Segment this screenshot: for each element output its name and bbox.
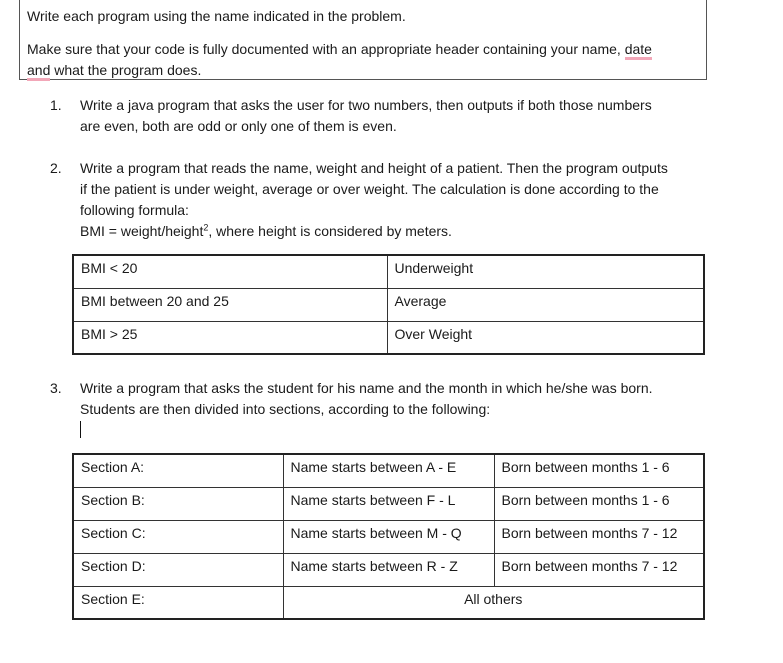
question-text: if the patient is under weight, average or over weight. The calculation is done according to the (80, 181, 659, 197)
instruction-line-3 (27, 60, 201, 81)
table-row (73, 321, 704, 354)
table-cell: Section C: (73, 520, 283, 553)
bmi-table (72, 254, 705, 355)
table-cell: BMI between 20 and 25 (73, 288, 387, 321)
question-text: following formula: (80, 202, 189, 218)
question-number: 2. (50, 160, 62, 176)
table-row (73, 487, 704, 520)
table-cell: BMI > 25 (73, 321, 387, 354)
instruction-line-2 (27, 39, 652, 60)
table-cell: Underweight (387, 255, 704, 288)
instruction-text: Make sure that your code is fully documented with an appropriate header containing your name, (27, 41, 625, 57)
sections-table (72, 453, 705, 620)
table-cell: Born between months 7 - 12 (494, 553, 704, 586)
table-cell: Section A: (73, 454, 283, 487)
formula-exponent: 2 (203, 222, 209, 233)
instruction-text: what the program does. (50, 62, 202, 78)
table-cell: Born between months 7 - 12 (494, 520, 704, 553)
question-number: 3. (50, 380, 62, 396)
formula-text: , where height is considered by meters. (208, 223, 452, 239)
table-cell: Section D: (73, 553, 283, 586)
bmi-formula (80, 221, 452, 242)
question-text: are even, both are odd or only one of them is even. (80, 118, 397, 134)
table-cell: Born between months 1 - 6 (494, 454, 704, 487)
table-row (73, 454, 704, 487)
table-row (73, 553, 704, 586)
table-cell: All others (283, 586, 704, 619)
table-row (73, 288, 704, 321)
question-text: Write a java program that asks the user for two numbers, then outputs if both those numbers (80, 97, 652, 113)
instructions-box (19, 0, 707, 80)
table-cell: Born between months 1 - 6 (494, 487, 704, 520)
question-text: Write a program that reads the name, weight and height of a patient. Then the program outputs (80, 160, 668, 176)
table-cell: Name starts between M - Q (283, 520, 494, 553)
table-cell: Section E: (73, 586, 283, 619)
question-text: Students are then divided into sections, according to the following: (80, 401, 491, 417)
instruction-line-1: Write each program using the name indicated in the problem. (27, 8, 406, 24)
question-text: Write a program that asks the student for his name and the month in which he/she was born. (80, 380, 653, 396)
table-cell: Average (387, 288, 704, 321)
table-cell: Name starts between F - L (283, 487, 494, 520)
spellcheck-word: and (27, 62, 50, 81)
table-cell: Name starts between R - Z (283, 553, 494, 586)
table-cell: Over Weight (387, 321, 704, 354)
table-row (73, 586, 704, 619)
table-cell: BMI < 20 (73, 255, 387, 288)
table-row (73, 255, 704, 288)
table-row (73, 520, 704, 553)
table-cell: Name starts between A - E (283, 454, 494, 487)
spellcheck-word: date (625, 41, 652, 60)
table-cell: Section B: (73, 487, 283, 520)
formula-text: BMI = weight/height (80, 223, 204, 239)
text-cursor (80, 421, 81, 438)
question-number: 1. (50, 97, 62, 113)
